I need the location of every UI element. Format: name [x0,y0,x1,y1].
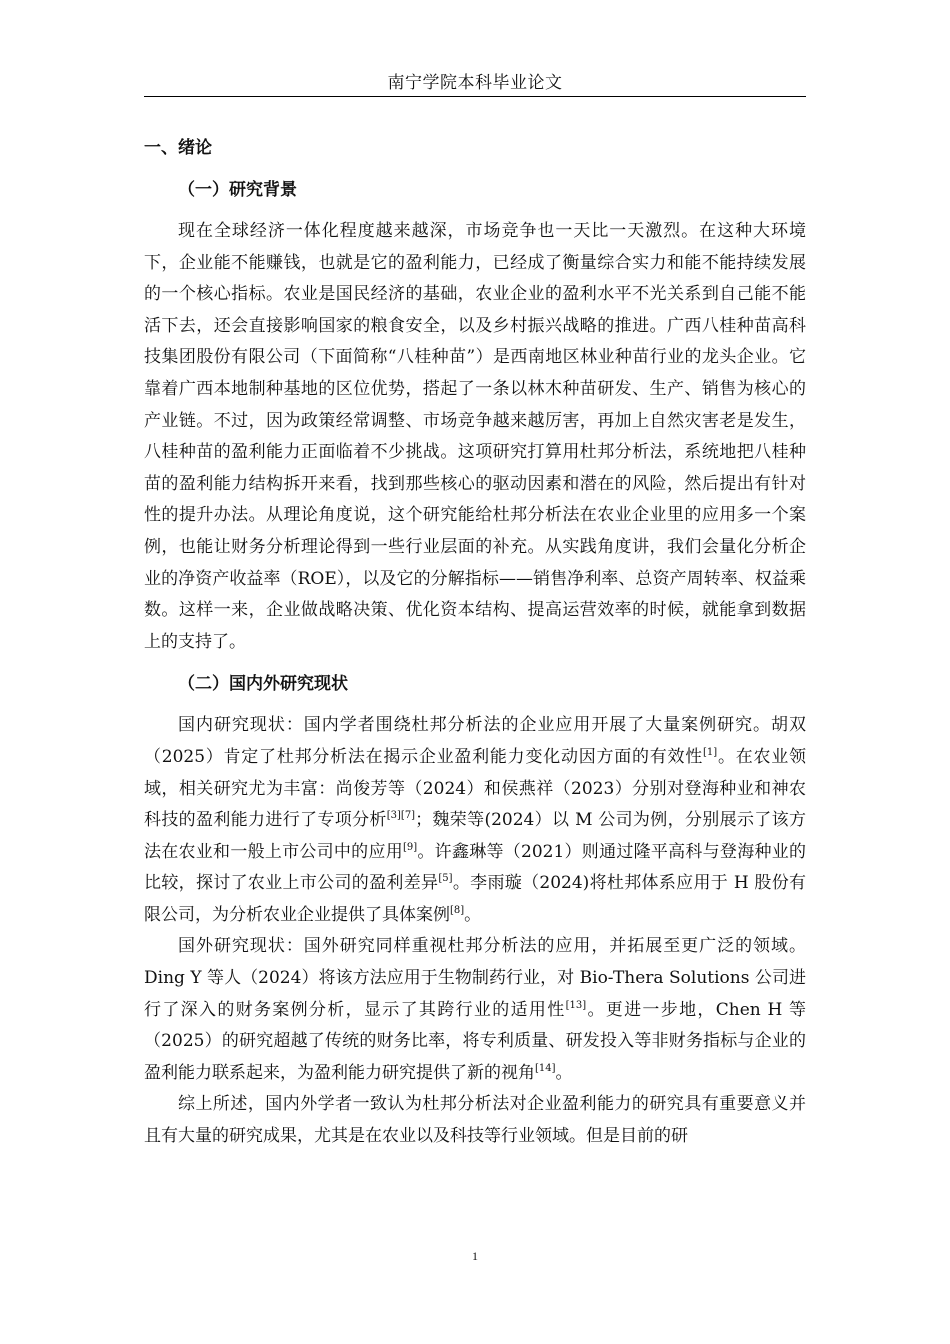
citation: [1] [703,746,718,758]
citation: [5] [438,873,453,885]
text-span: 国外研究现状：国外研究同样重视杜邦分析法的应用，并拓展至更广泛的领域。Ding Y 等人（2024）将该方法应用于生物制药行业，对 Bio-Thera Solutions 公司进行了深入的财务案例分析，显示了其跨行业的适用性 [144,936,806,1020]
section-title: 一、绪论 [144,138,212,158]
paragraph-summary: 综上所述，国内外学者一致认为杜邦分析法对企业盈利能力的研究具有重要意义并且有大量的研究成果，尤其是在农业以及科技等行业领域。但是目前的研 [144,1094,806,1147]
paragraph-foreign-research [144,931,806,1089]
text-span: 。更进一步地，Chen H 等（2025）的研究超越了传统的财务比率，将专利质量、研发投入等非财务指标与企业的盈利能力联系起来，为盈利能力研究提供了新的视角 [144,999,806,1083]
text-span: 。 [555,1062,573,1083]
text-span: 。李雨璇（2024)将杜邦体系应用于 H 股份有限公司，为分析农业企业提供了具体案例 [144,873,807,925]
citation: [8] [450,904,465,916]
text-span: 。在农业领域，相关研究尤为丰富：尚俊芳等（2024）和侯燕祥（2023）分别对登海种业和神农科技的盈利能力进行了专项分析 [144,746,806,831]
citation: [14] [535,1062,556,1074]
citation: [9] [402,841,418,853]
text-span: 。许鑫琳等（2021）则通过隆平高科与登海种业的比较，探讨了农业上市公司的盈利差异 [144,841,806,894]
text-span: 。 [464,904,482,925]
page-body [144,130,806,1153]
citation: [13] [565,999,587,1011]
paragraph-background: 现在全球经济一体化程度越来越深，市场竞争也一天比一天激烈。在这种大环境下，企业能不能赚钱，也就是它的盈利能力，已经成了衡量综合实力和能不能持续发展的一个核心指标。农业是国民经济的基础，农业企业的盈利水平不光关系到自己能不能活下去，还会直接影响国家的粮食安全，以及乡村振兴战略的推进。广西八桂种苗高科技集团股份有限公司（下面简称“八桂种苗”）是西南地区林业种苗行业的龙头企业。它靠着广西本地制种基地的区位优势，搭起了一条以林木种苗研发、生产、销售为核心的产业链。不过，因为政策经常调整、市场竞争越来越厉害，再加上自然灾害老是发生，八桂种苗的盈利能力正面临着不少挑战。这项研究打算用杜邦分析法，系统地把八桂种苗的盈利能力结构拆开来看，找到那些核心的驱动因素和潜在的风险，然后提出有针对性的提升办法。从理论角度说，这个研究能给杜邦分析法在农业企业里的应用多一个案例，也能让财务分析理论得到一些行业层面的补充。从实践角度讲，我们会量化分析企业的净资产收益率（ROE），以及它的分解指标——销售净利率、总资产周转率、权益乘数。这样一来，企业做战略决策、优化资本结构、提高运营效率的时候，就能拿到数据上的支持了。 [144,221,806,652]
paragraph-domestic-research [144,710,806,931]
subsection-title-background: （一）研究背景 [178,180,297,200]
subsection-title-literature: （二）国内外研究现状 [178,674,348,695]
page-header: 南宁学院本科毕业论文 [387,73,563,93]
text-span: 国内研究现状：国内学者围绕杜邦分析法的企业应用开展了大量案例研究。胡双（2025）肯定了杜邦分析法在揭示企业盈利能力变化动因方面的有效性 [144,715,806,767]
page-number: 1 [472,1249,478,1263]
citation: [3][7] [386,810,416,822]
header-rule [144,96,806,97]
text-span: ；魏荣等(2024）以 M 公司为例，分别展示了该方法在农业和一般上市公司中的应用 [144,810,806,862]
